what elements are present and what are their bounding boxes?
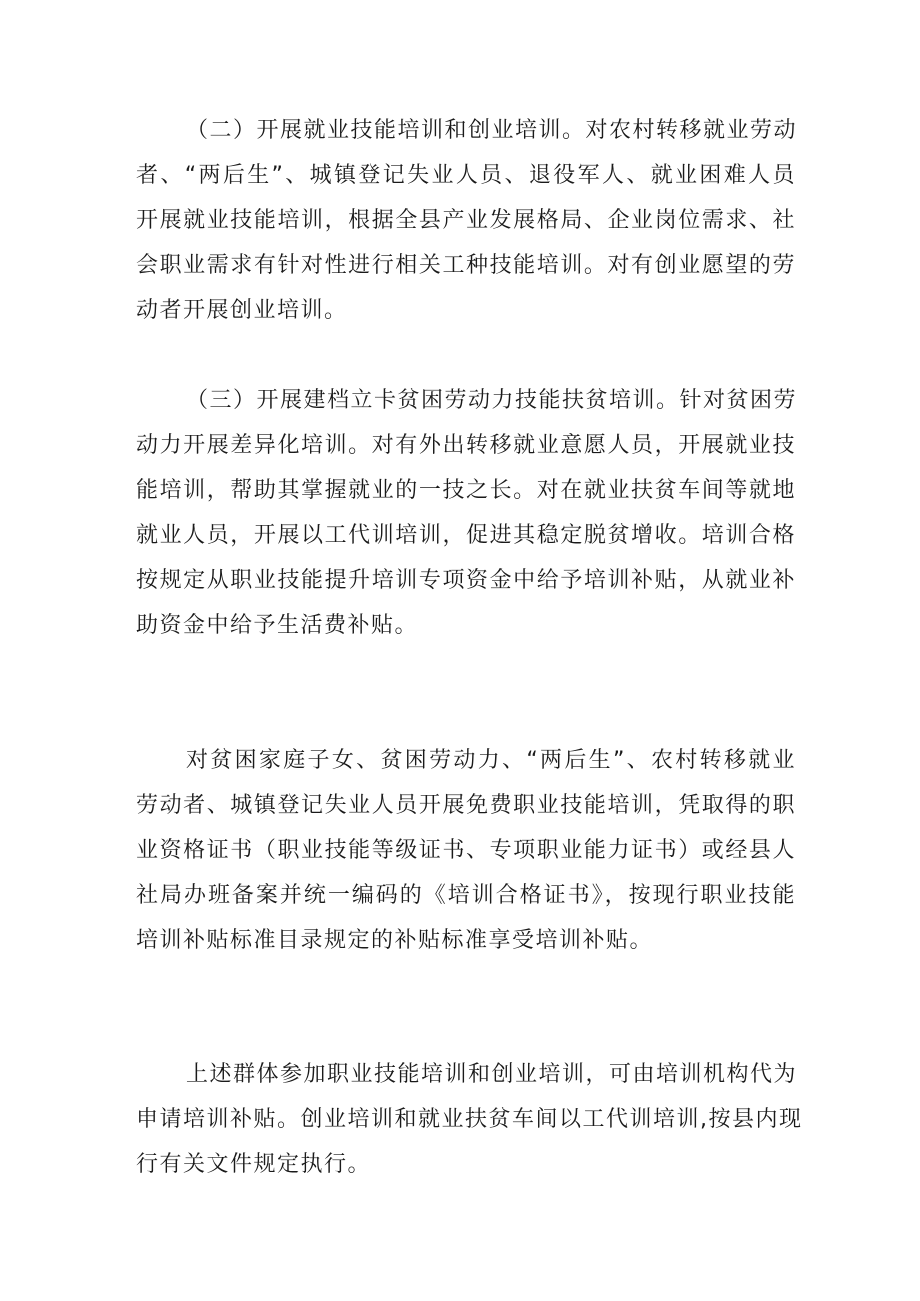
paragraph-line: 动者开展创业培训。 <box>136 298 348 323</box>
paragraph-subsidy-application <box>136 1052 803 1187</box>
paragraph-line: 上述群体参加职业技能培训和创业培训，可由培训机构代为 <box>186 1062 798 1087</box>
paragraph-line: （三）开展建档立卡贫困劳动力技能扶贫培训。针对贫困劳 <box>186 388 798 413</box>
paragraph-line: 对贫困家庭子女、贫困劳动力、“两后生”、农村转移就业 <box>186 748 796 773</box>
paragraph-line: 业资格证书（职业技能等级证书、专项职业能力证书）或经县人 <box>136 838 796 863</box>
paragraph-line: 会职业需求有针对性进行相关工种技能培训。对有创业愿望的劳 <box>136 253 796 278</box>
paragraph-line: 培训补贴标准目录规定的补贴标准享受培训补贴。 <box>136 928 654 953</box>
paragraph-line: 行有关文件规定执行。 <box>136 1152 372 1177</box>
paragraph-line: （二）开展就业技能培训和创业培训。对农村转移就业劳动 <box>186 118 798 143</box>
paragraph-line: 助资金中给予生活费补贴。 <box>136 613 419 638</box>
paragraph-line: 就业人员，开展以工代训培训，促进其稳定脱贫增收。培训合格 <box>136 523 796 548</box>
paragraph-line: 动力开展差异化培训。对有外出转移就业意愿人员，开展就业技 <box>136 433 796 458</box>
paragraph-line: 者、“两后生”、城镇登记失业人员、退役军人、就业困难人员 <box>136 163 796 188</box>
paragraph-line: 按规定从职业技能提升培训专项资金中给予培训补贴，从就业补 <box>136 568 796 593</box>
paragraph-line: 申请培训补贴。创业培训和就业扶贫车间以工代训培训,按县内现 <box>136 1107 803 1132</box>
paragraph-employment-skills-training <box>136 108 796 333</box>
paragraph-poverty-skills-training <box>136 378 796 648</box>
paragraph-line: 开展就业技能培训，根据全县产业发展格局、企业岗位需求、社 <box>136 208 796 233</box>
paragraph-line: 社局办班备案并统一编码的《培训合格证书》，按现行职业技能 <box>136 883 796 908</box>
paragraph-free-vocational-training <box>136 738 796 963</box>
paragraph-line: 能培训，帮助其掌握就业的一技之长。对在就业扶贫车间等就地 <box>136 478 796 503</box>
paragraph-line: 劳动者、城镇登记失业人员开展免费职业技能培训，凭取得的职 <box>136 793 796 818</box>
